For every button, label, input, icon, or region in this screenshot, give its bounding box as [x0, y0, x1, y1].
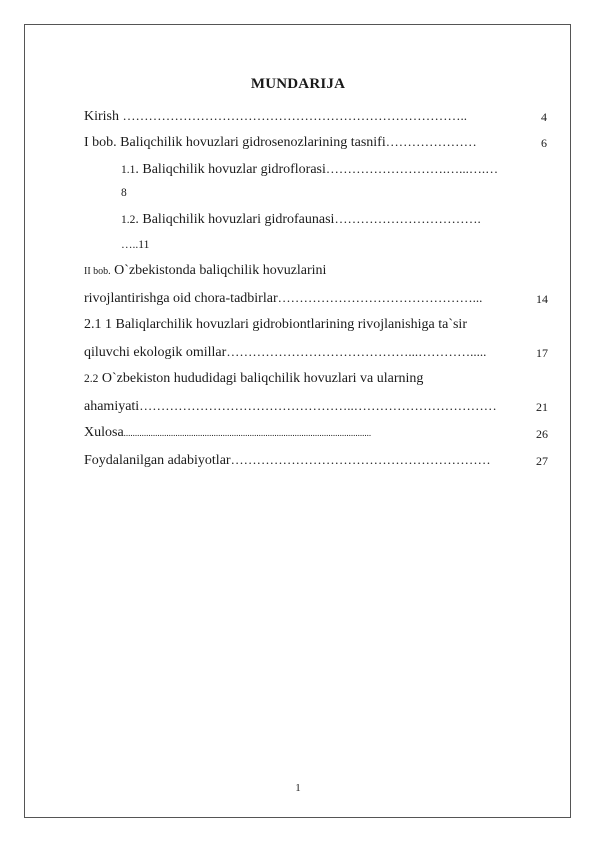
toc-entry-label: I bob. Baliqchilik hovuzlari gidrosenozlarining tasnifi: [84, 135, 386, 150]
toc-leader-dots: ……………………….…...….…: [325, 161, 499, 176]
toc-entry-number: 1.1: [121, 164, 136, 176]
toc-page-number: 26: [536, 427, 548, 441]
toc-entry-label: O`zbekiston hududidagi baliqchilik hovuzlari va ularning: [98, 371, 424, 386]
toc-title: MUNDARIJA: [250, 76, 346, 92]
toc-entry-number: 2.2: [84, 373, 99, 385]
toc-leader-dots: ……………………………………………………………………..: [122, 108, 467, 123]
toc-entry-intro: [84, 107, 467, 126]
toc-entry-number: II bob.: [84, 266, 111, 277]
toc-entry-chapter-2: [84, 262, 326, 281]
toc-page-number: 8: [121, 187, 127, 199]
toc-leader-dots: …………………: [385, 134, 477, 149]
page-number-footer: 1: [295, 782, 301, 794]
toc-leader-dots: ……………………………………………………: [230, 452, 491, 467]
toc-entry-section-2-1-cont: [84, 343, 486, 362]
toc-entry-chapter-2-cont: [84, 289, 482, 308]
toc-entry-label: 2.1 1 Baliqlarchilik hovuzlari gidrobiontlarining rivojlanishiga ta`sir: [84, 317, 467, 332]
toc-entry-label: rivojlantirishga oid chora-tadbirlar: [84, 291, 278, 306]
toc-entry-label: . Baliqchilik hovuzlar gidroflorasi: [135, 162, 326, 177]
toc-entry-section-2-2: [84, 370, 423, 388]
toc-page-number: 21: [536, 400, 548, 414]
toc-leader-dots: ………………………………………...: [277, 290, 483, 305]
toc-entry-label: O`zbekistonda baliqchilik hovuzlarini: [110, 263, 327, 278]
toc-entry-label: Foydalanilgan adabiyotlar: [84, 453, 231, 468]
toc-page-number: 14: [536, 292, 548, 306]
toc-entry-references: [84, 451, 491, 470]
toc-leader-dots: ..............................................................................................................: [123, 428, 372, 438]
toc-entry-conclusion: [84, 424, 371, 442]
toc-page-number: …..11: [121, 239, 150, 251]
toc-page-number: 4: [541, 110, 547, 124]
toc-entry-label: . Baliqchilik hovuzlari gidrofaunasi: [135, 212, 335, 227]
toc-entry-number: 1.2: [121, 214, 136, 226]
toc-entry-label: Xulosa: [84, 425, 124, 440]
toc-entry-section-1-2: [121, 210, 481, 229]
toc-entry-label: Kirish: [84, 109, 123, 124]
toc-leader-dots: …………………………….: [334, 211, 481, 226]
toc-page-number: 6: [541, 136, 547, 150]
toc-entry-section-1-1: [121, 160, 498, 179]
toc-entry-section-2-1: [84, 316, 467, 334]
toc-page-number: 17: [536, 346, 548, 360]
toc-entry-section-2-2-cont: [84, 397, 497, 416]
toc-entry-label: ahamiyati: [84, 399, 140, 414]
toc-entry-label: qiluvchi ekologik omillar: [84, 345, 227, 360]
toc-entry-chapter-1: [84, 133, 477, 152]
toc-leader-dots: …………………………………………..……………………………: [139, 398, 497, 413]
toc-page-number: 27: [536, 454, 548, 468]
toc-leader-dots: ……………………………………...………….....: [226, 344, 487, 359]
